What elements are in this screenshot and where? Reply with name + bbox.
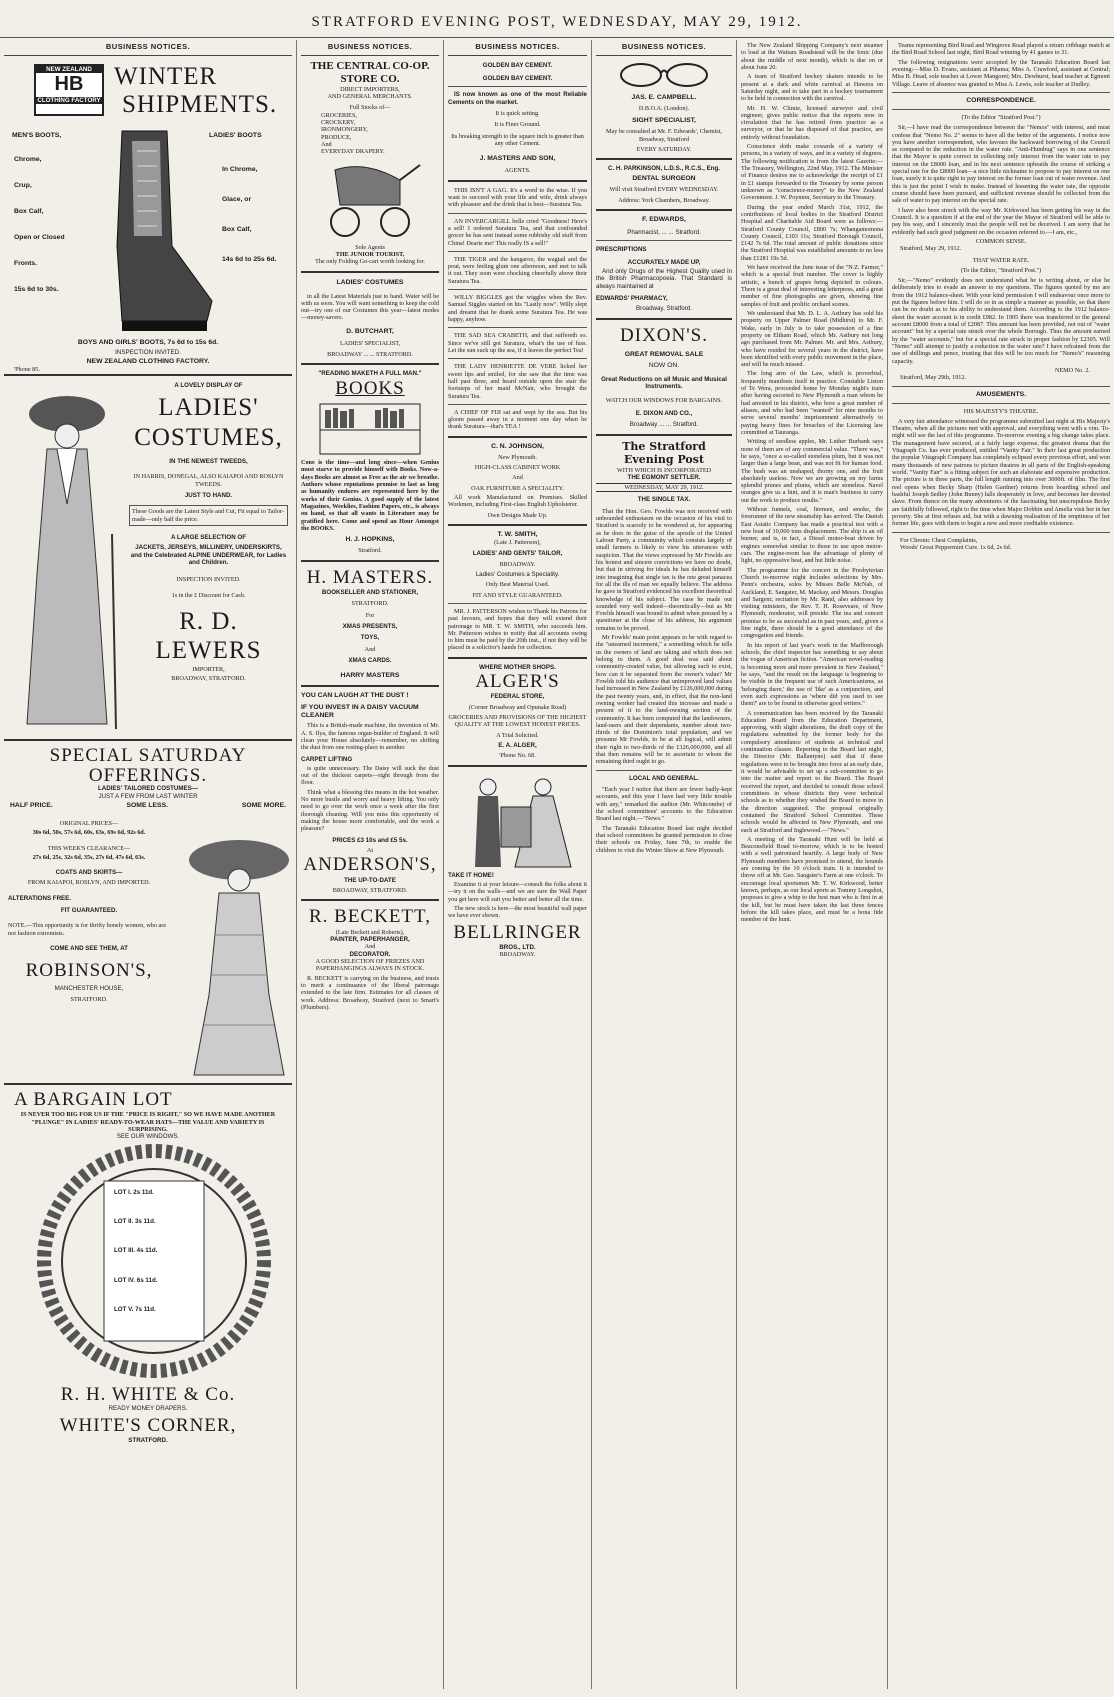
incorporated: WITH WHICH IS INCORPORATED xyxy=(616,466,712,474)
special-saturday: SPECIAL SATURDAY xyxy=(49,744,247,766)
mens-boots: MEN'S BOOTS, xyxy=(12,131,62,139)
c5-p4: Conscience doth make cowards of a variety of persons, in a variety of ways, and in a variety of degrees. The following notification is from the latest Gazette:—The Treasury, Wellington, 22nd May, 1912. The Minister of Finance desires me to acknowledge the receipt of £1 in £1 stamps forwarded to the Treasury by some person unknown as "conscience-money" to the New Zealand Government. J. W. Poynton, Secretary to the Treasury. xyxy=(741,143,883,202)
dixons: DIXON'S. xyxy=(620,324,708,346)
edwards-pharmacy: EDWARDS' PHARMACY, xyxy=(596,294,668,302)
column-1 xyxy=(0,40,296,1689)
half-price: HALF PRICE. xyxy=(10,801,53,809)
removal-sale: GREAT REMOVAL SALE xyxy=(624,351,704,358)
shipments-heading: SHIPMENTS. xyxy=(122,90,278,118)
local-p1: "Each year I notice that there are fewer badly-kept accounts, and this year I have had very little trouble with any," remarked the auditor (Mr. Whitcombe) of the school committees' accounts to the Education Board last night.—"News." xyxy=(596,786,732,823)
single-tax-p2: Mr Fowlds' main point appears to be with regard to the "unearned increment," a something which he tells us the owners of land are taking and which does not belong to them. A good deal was said about community-created value, but allowing such to exist, how can it be separated from the owner's value? Mr Fowlds told his audience that unimproved land values had increased in New Zealand by £126,000,000 during the past twenty years, and, in effect, that the non-land owning worker had created this increase and made a present of it to the land-owning section of the community. It has been computed that the landowners, land-users and their dependants, number about two-thirds of the Dominion's total population, and we presume Mr Fowlds, to be at all logical, will admit their right to two-thirds of the £126,000,000, and all that then remains will be to ascertain to whom the remaining third ought to go. xyxy=(596,634,732,766)
ladies-costumes-2: LADIES' COSTUMES xyxy=(336,278,404,286)
nz-clothing-logo: NEW ZEALAND HB CLOTHING FACTORY xyxy=(34,64,104,116)
c5-p7: We understand that Mr. D. L. A. Astbury has sold his property on Upper Palmer Road (Midhirst) to Mr. F. Wake, early in July is to take possession of a fine property on Eltham Road, which Mr. Astbury not long ago purchased from Mr. Palmer. Mr. and Mrs. Astbury, who have resided for several years in the district, have been identified with every public movement in the place, and will be much missed. xyxy=(741,309,883,369)
lot-5: LOT V. 7s 11d. xyxy=(114,1306,156,1314)
crab-text: THE SAD SEA CRABETH, and that suffereth so. Since we've still got Suratura, what's the use of fuss. Let the sun suck up the sea, if it leaves the perfect Tea! xyxy=(448,332,587,354)
coats-skirts: COATS AND SKIRTS— xyxy=(55,869,123,877)
h-masters: H. MASTERS. xyxy=(306,566,434,588)
golden-bay-2: GOLDEN BAY CEMENT. xyxy=(482,75,553,83)
patterson-text: MR. J. PATTERSON wishes to Thank his Patrons for past favours, and hopes that they will extend their patronage to MR. T. W. SMITH, who succeeds him. Mr. Patterson wishes to notify that all accounts owing to him must be paid by the 20th inst., if not they will be placed in a solicitor's hands for collection. xyxy=(448,607,587,652)
phone-85: 'Phone 85. xyxy=(14,365,40,373)
laugh-dust: YOU CAN LAUGH AT THE DUST ! xyxy=(301,692,409,700)
column-2 xyxy=(297,40,443,1689)
bargain-text: IS NEVER TOO BIG FOR US IF THE "PRICE IS RIGHT," SO WE HAVE MADE ANOTHER "PLUNGE" IN LADIES' READY-TO-WEAR HATS—THE VALUE AND VARIETY IS SURPRISING. xyxy=(20,1111,276,1133)
federal-store: FEDERAL STORE, xyxy=(490,693,545,701)
broadway-dixon: Broadway ... ... Stratford. xyxy=(629,421,699,429)
cone-text: Cone is the time—and long since—when Genius must starve to provide himself with Books. Now-a-days Books are almost as Free as the air we breathe. Authors whose reputations promise to last as long as humanity endures are represented here by the works of their Genius. A good supply of the latest Magazines, Weeklies, Fashion Papers, etc., is always on hand, so that all wants in Literature may be gratified here. Come and spend an Hour Amongst the BOOKS. xyxy=(301,459,439,532)
algers: ALGER'S xyxy=(475,671,560,693)
lots-list xyxy=(114,1189,204,1314)
xmas-cards: XMAS CARDS. xyxy=(348,656,392,664)
stratford-2: STRATFORD. xyxy=(128,1436,168,1444)
whites-corner: WHITE'S CORNER, xyxy=(59,1414,237,1436)
and-2: And xyxy=(364,943,376,951)
wallpaper-couple-illustration xyxy=(453,772,583,872)
from-kaiapoi: FROM KAIAPOI, ROSLYN, AND IMPORTED. xyxy=(27,879,151,887)
ladies-specialist: LADIES' SPECIALIST, xyxy=(339,339,401,347)
harry-masters: HARRY MASTERS xyxy=(340,672,400,680)
robinsons: ROBINSON'S, xyxy=(25,960,153,982)
prescriptions: PRESCRIPTIONS xyxy=(596,246,647,254)
sole-agents: Sole Agents xyxy=(355,243,385,251)
every-saturday: EVERY SATURDAY. xyxy=(636,145,692,153)
golden-bay-1: GOLDEN BAY CEMENT. xyxy=(482,61,553,69)
some-more: SOME MORE. xyxy=(241,801,286,809)
original-prices: 30s 6d, 50s, 57s 6d, 60s, 63s, 69s 6d, 92s 6d. xyxy=(32,829,146,837)
daisy-text: This is a British-made machine, the invention of Mr. A. S. Ilya, the famous organ-builder of England. It will clean your House absolutely—remember, no shifting the dust from one resting-place to another. xyxy=(301,722,439,752)
direct-importers: DIRECT IMPORTERS, xyxy=(340,85,400,93)
masthead: STRATFORD EVENING POST, WEDNESDAY, MAY 29, 1912. xyxy=(0,0,1114,38)
think-text: Think what a blessing this means in the hot weather. No more bustle and worry and heavy lifting. You only need to go over the work once a week after the first thorough cleaning. Will you miss this opportunity of making the house more comfortable, and the work a pleasure? xyxy=(301,788,439,833)
mens-boots-list: Chrome, Crup, Box Calf, Open or Closed Fronts. 15s 6d to 30s. xyxy=(14,155,65,293)
spectacles-icon xyxy=(609,62,719,88)
clearance-prices: 27s 6d, 25s, 32s 6d, 35s, 27s 6d, 47s 6d, 63s. xyxy=(32,853,146,861)
nemo-date: Stratford, May 29th, 1912. xyxy=(900,374,966,382)
books-title: BOOKS xyxy=(335,377,405,399)
decorator: DECORATOR. xyxy=(349,950,391,958)
inspection-invited-2: INSPECTION INVITED. xyxy=(176,576,241,584)
costumes-heading: COSTUMES, xyxy=(134,423,283,451)
go-cart-illustration xyxy=(315,160,425,240)
his-majestys: HIS MAJESTY'S THEATRE. xyxy=(963,407,1039,415)
inspection-invited: INSPECTION INVITED. xyxy=(115,348,181,356)
prices-daisy: PRICES £3 10s and £5 5s. xyxy=(332,836,408,844)
c5-p9: Writing of seedless apples, Mr. Luther Burbank says none of them are of any commercial value. "There was," he says, "once a so-called stoneless plum, but it was not larger than a large bean, and was not fit for human food. The bush was an unshaped, thorny one, and the fruit absolutely useless. Now we are growing on my farms splendid prunes and plums, which are stoneless. Navel oranges give us a hint, and it is man's business to carry out the work to produce results." xyxy=(741,438,883,504)
quick-setting: It is quick setting. xyxy=(495,110,540,118)
boot-illustration xyxy=(82,126,222,336)
offerings: OFFERINGS. xyxy=(88,765,208,787)
daisy-vacuum: IF YOU INVEST IN A DAISY VACUUM CLEANER xyxy=(301,704,419,720)
carpet-lifting: CARPET LIFTING xyxy=(301,755,353,763)
trial-solicited: A Trial Solicited. xyxy=(496,731,539,739)
to-editor-2: (To the Editor, "Stratford Post.") xyxy=(960,266,1042,274)
broadway-edwards: Broadway, Stratford. xyxy=(636,305,692,313)
central-coop: THE CENTRAL CO-OP. STORE CO. xyxy=(310,59,430,85)
local-p2: The Taranaki Education Board last night decided that school committees be granted permission to close their schools on Friday, June 7th, to enable the children to visit the Winter Show at New Plymouth. xyxy=(596,824,732,854)
c5-p12: In his report of last year's work in the Marlborough schools, the chief inspector has something to say about the vogue of American fiction. "American novel-reading is becoming more and more prevalent in New Zealand," he says, "and the result on the language is beginning to be visible in the frequent use of such Americanisms, as 'belonging there,' the use of 'like' as a conjunction, and even such expressions as 'where did you used to see them?' are to be found in otherwise good writers." xyxy=(741,641,883,708)
butchart: D. BUTCHART, xyxy=(346,327,394,335)
tw-smith: T. W. SMITH, xyxy=(497,531,538,538)
stocks-list: GROCERIES, CROCKERY, IRONMONGERY, PRODUCE, And EVERYDAY DRAPERY. xyxy=(321,111,385,156)
broadway-2: BROADWAY ... ... STRATFORD. xyxy=(327,351,413,359)
broadway-anderson: BROADWAY, STRATFORD. xyxy=(332,886,408,894)
lady-hat-illustration xyxy=(184,835,294,1080)
stratford-evening-post: The Stratford Evening Post xyxy=(622,439,706,466)
late-patterson: (Late J. Patterson), xyxy=(494,539,541,547)
boys-boots-line: BOYS AND GIRLS' BOOTS, 7s 6d to 15s 6d. xyxy=(77,338,219,346)
j-masters: J. MASTERS AND SON, xyxy=(479,155,556,163)
manchester-house: MANCHESTER HOUSE, xyxy=(54,984,124,992)
and-1: And xyxy=(364,645,376,653)
lot-3: LOT III. 4s 11d. xyxy=(114,1247,158,1255)
bellringer: BELLRINGER xyxy=(453,921,582,943)
c5-p8: The long arm of the Law, which is proverbial, frequently manifests itself in practice. Constable Liston of Te Wera, proceeded home by Monday night's train after having escorted to New Plymouth a man whom he had arrested in his district, who bore a great number of aliases, and who had been "wanted" for nine months to serve several months' imprisonment alternatively to paying heavy fines for breaches of the Licensing law committed at Tauranga. xyxy=(741,370,883,436)
c5-p3: Mr. H. W. Climie, licensed surveyor and civil engineer, gives public notice that the reports now in circulation that he has retired from practice as a surveyor, or that he has disposed of that practice, are entirely without foundation. xyxy=(741,104,883,141)
sight-specialist: SIGHT SPECIALIST, xyxy=(632,117,696,125)
c5-p13: A communication has been received by the Taranaki Education Board from the Education Department, approving, with slight alterations, the draft copy of the regulations submitted by the former body for the compulsory attendance of students at technical and continuation classes. Reporting to the Board last night, the Director (Mr. Ballantyne) said that if these regulations were to be brought into force at an early date, it would be advisable to set up a sub-committee to go into the matter and report to the Board. The Board received the report, and decided to consult those school committees in whose districts they were technical schools as to whether they wished the Board to move in the direction suggested. The proposal originally contained the Stratford School Committee. These schools would be affected in New Plymouth, and one each at Stratford and Inglewood.—"News." xyxy=(741,709,883,834)
campbell: JAS. E. CAMPBELL. xyxy=(631,93,697,101)
broadway-3: BROADWAY. xyxy=(499,560,536,568)
finer-ground: It is Finer Ground. xyxy=(494,121,541,129)
pharmacist: Pharmacist, ... ... Stratford. xyxy=(627,229,701,237)
editorial-date: WEDNESDAY, MAY 29, 1912. xyxy=(596,483,732,492)
general-merchants: AND GENERAL MERCHANTS. xyxy=(327,93,413,101)
beckett-text: R. BECKETT is carrying on the business, and trusts to merit a continuance of the liberal patronage extended to the late firm. Estimates for all classes of work. Address: Broadway, Stratford (next to Smart's (Plumbers). xyxy=(301,974,439,1011)
take-it-home: TAKE IT HOME! xyxy=(448,871,494,879)
clearance-label: THIS WEEK'S CLEARANCE— xyxy=(47,844,131,852)
original-prices-label: ORIGINAL PRICES— xyxy=(59,819,119,827)
c5-p11: The programme for the concert in the Presbyterian Church to-morrow night includes selections by Mrs. Penn's orchestra, solos by Misses Belle McNab, of Auckland, E. Sangster, M. Mackay, and Messrs. Douglas and Sargent; recitation by Mr. Rand, also addresses by visiting ministers, the Rev. T. H. Roseveare, of New Plymouth, moderator, will preside. The tea and concert promise to be as successful as in past years, and, given a fine night, there should be a good attendance of the congregation and friends. xyxy=(741,566,883,640)
c6-p1: Teams representing Bird Road and Wingrove Road played a return cribbage match at the Bird Road School last night, Bird Road winning by 41 games to 31. xyxy=(892,42,1110,57)
willy-text: WILLY BIGGLES got the wiggles when the Rev. Samuel Siggles started on his "Lastly now". Willy slept and dreamt that he drank some Suratura Tea. He was happy, anyhow. xyxy=(448,294,587,324)
lewers-heading: R. D. LEWERS xyxy=(155,607,262,665)
dboa: D.B.O.A. (London). xyxy=(638,104,690,112)
c5-p5: During the year ended March 31st, 1912, the contributions of local bodies to the Stratford District Hospital and Charitable Aid Board were as follows:—Stratford County Council, £800 7s; Whangamomona County Council, £103 11s; Stratford Borough Council, £142 7s 6d. The total amount of public donations since the Stratford Hospital was established amounts to no less than £1281 19s 5d. xyxy=(741,203,883,262)
cement-known: IS now known as one of the most Reliable Cements on the market. xyxy=(448,91,587,106)
ladies-boots-list: In Chrome, Glace, or Box Calf, 14s 6d to 25s 6d. xyxy=(222,165,277,263)
ladies-heading: LADIES' xyxy=(158,394,259,422)
discount-cash: 1s in the £ Discount for Cash. xyxy=(171,591,246,599)
all-work: All work Manufactured on Premises. Skilled Workmen, including First-class English Upholsterer. xyxy=(448,494,587,509)
for: For xyxy=(365,611,375,619)
tailor: LADIES' AND GENTS' TAILOR, xyxy=(472,550,563,558)
bros-ltd: BROS., LTD. xyxy=(499,943,536,951)
ready-money-drapers: READY MONEY DRAPERS. xyxy=(108,1404,188,1412)
xmas-presents: XMAS PRESENTS, xyxy=(342,622,398,630)
jackets-list: JACKETS, JERSEYS, MILLINERY, UNDERSKIRTS, and the Celebrated ALPINE UNDERWEAR, for Ladies and Children. xyxy=(130,544,287,566)
nz-clothing-factory: NEW ZEALAND CLOTHING FACTORY. xyxy=(86,357,210,365)
at: At xyxy=(366,846,374,854)
goods-latest: These Goods are the Latest Style and Cut, Fit equal to Tailor-made—only half the price. xyxy=(129,505,288,526)
hopkins: H. J. HOPKINS, xyxy=(345,536,395,544)
reading-maketh: "READING MAKETH A FULL MAN." xyxy=(318,370,422,378)
parkinson: C. H. PARKINSON, L.D.S., R.C.S., Eng. xyxy=(608,165,720,173)
correspondence: CORRESPONDENCE. xyxy=(966,96,1036,104)
harris-tweeds: IN HARRIS, DONEGAL, ALSO KAIAPOI AND ROSLYN TWEEDS. xyxy=(133,473,284,488)
amusements: AMUSEMENTS. xyxy=(975,390,1027,398)
examine-text: Examine it at your leisure—consult the folks about it—try it on the walls—and we are sure the Wall Paper you get here will suit you better and better all the time. xyxy=(448,880,587,903)
toys: TOYS, xyxy=(360,634,380,642)
new-plymouth: New Plymouth. xyxy=(498,453,537,461)
lovely-display: A LOVELY DISPLAY OF xyxy=(174,381,243,389)
chief-text: A CHIEF OF FIJI sat and wept by the sea. But his gloom passed away in a moment one day when he drank Suratura—that's TEA ! xyxy=(448,408,587,431)
c5-p10: Without funnels, coal, firemen, and smoke, the forerunner of the new steamship has arrived. The Danish East Asiatic Company has made a practical test with a new boat of 10,000 tons displacement. The ship is an oil burner, and is, in fact, a Diesel motor-boat driven by engines somewhat similar to those in use upon motor-cars. The engine-room has the advantage of plenty of light, no oppressive heat, and but little noise. xyxy=(741,506,883,565)
lot-2: LOT II. 3s 11d. xyxy=(114,1218,156,1226)
bookshelf-illustration xyxy=(315,402,425,457)
breaking-strength: Its breaking strength to the square inch is greater than any other Cement. xyxy=(451,132,584,148)
cs-date: Stratford, May 29, 1912. xyxy=(900,245,962,253)
bargain-lot: A BARGAIN LOT xyxy=(14,1088,173,1110)
lady-costume-illustration xyxy=(12,384,122,734)
corr-1: Sir,—I have read the correspondence between the "Nemos" with interest, and must confess that "Nemo No. 2" seems to have all the better of the arguments. I notice now you have another correspondent, who favours the backward borrowing of the Council as compared to the reduction in the water rate. "Anti-Humbug" says in one sentence that the Mayor is quite correct in collecting only interest from the water rate to pay interest on the £8000 loan, and in his next sentence upbraids the course of striking a special rate for the £8000 loan—a nice little nickname to propose to pay interest on one loan, surely it is quite right to pay interest on the former loan out of water revenue. And this is just the point I wish to make. Instead of lessening the water rate, the opposite course should have been pursued, and sufficient revenue should be collected from the sale of water to pay interest on the special rate. xyxy=(892,124,1110,205)
carpet-text: is quite unnecessary. The Daisy will suck the dust out of the thickest carpets—right through from the floor. xyxy=(301,764,439,787)
r-beckett: R. BECKETT, xyxy=(308,906,431,928)
late-beckett: (Late Beckett and Roberts), xyxy=(335,928,405,936)
folding-go-cart: The only Folding Go-cart worth looking for. xyxy=(315,258,425,266)
where-mother-shops: WHERE MOTHER SHOPS. xyxy=(479,663,556,671)
agents: AGENTS. xyxy=(504,167,531,175)
groceries-provisions: GROCERIES AND PROVISIONS OF THE HIGHEST QUALITY AT THE LOWEST HONEST PRICES. xyxy=(448,714,587,729)
and-3: And xyxy=(512,474,523,482)
water-1: Sir,—"Nemo" evidently does not understand what he is writing about, or else he deliberately tries to evade an answer to my questions. The figures quoted by me are from the 1912 balance-sheet. With your kind permission I will endeavour once more to put the figures before him. I will do so in as simple a manner as possible, so that there can be no doubt as to his ability to understand them. According to the 1912 balance-sheet the water account is in credit £982. In 1905 there was transferred to the general account £8000 from a total of £2087. This amount has been provided, not out of "water account" but by a special rate struck over the whole Borough. Thus the amount earned by the "water accounts," but for a special rate struck in proper fashion by £2305. Will "Nemo" still attempt to justify a reduction in the water rate? I have refrained from the use of shillings and pence, trusting that this will be too much for "Nemo's" reasoning capacity. xyxy=(892,277,1110,365)
stratford-masters: STRATFORD. xyxy=(351,600,389,608)
tiger-text: THE TIGER and the kangaroo, the wagtail and the pout, were feeling glum one afternoon, and met to talk it out. They soon were chocking cheerfully above their Suratura Tea. xyxy=(448,255,587,285)
own-designs: Own Designs Made Up. xyxy=(487,511,548,519)
consulted: May be consulted at Mr. F. Edwards', Chemist, Broadway, Stratford xyxy=(606,128,722,143)
stratford-hopkins: Stratford. xyxy=(358,547,382,555)
dental-surgeon: DENTAL SURGEON xyxy=(632,175,696,183)
accurately: ACCURATELY MADE UP, xyxy=(627,258,701,266)
e-dixon: E. DIXON AND CO., xyxy=(635,409,693,417)
costumes-speciality: Ladies' Costumes a Speciality. xyxy=(475,570,560,578)
c5-p14: A meeting of the Taranaki Hunt will be held at Beaconsfield Road to-morrow, which is to be hosted with a well patronised heartily. A large body of New Plymouth members have promised to attend, the hounds are coming by the 10 o'clock train. It is intended to throw off at Mr. Geo. Sangster's Farm at one o'clock. To encourage local sportsmen Mr. T. W. Kirkwood, better known, perhaps, as our local sports as Tommy Longshot, proposes to give a whip to the best man who is first in at the kill, but he must have taken the last three fences before the kill takes place, and must be a bona fide member of the hunt. xyxy=(741,835,883,924)
nemo-2: NEMO No. 2. xyxy=(1054,366,1090,374)
c5-p2: A team of Stratford hockey skaters intends to be present at a dark and white carnival at Hawera on Saturday night, and to take part in a hockey tournament to be held in connection with the carnival. xyxy=(741,73,883,103)
see-windows: SEE OUR WINDOWS. xyxy=(116,1133,180,1141)
c5-p1: The New Zealand Shipping Company's next steamer to load at the Waitara Roadstead will be the Ionic (due about the middle of next month), which is due on or about June 20. xyxy=(741,42,883,71)
price-line xyxy=(4,800,292,812)
york-chambers: Address: York Chambers, Broadway. xyxy=(618,196,710,204)
to-editor-1: (To the Editor "Stratford Post.") xyxy=(961,113,1041,121)
gag-text: THIS ISN'T A GAG. It's a word to the wise. If you want to succeed with your life and wife, drink always with pleasure and the drink that is best—Suratura Tea. xyxy=(448,186,587,209)
alterations-free: ALTERATIONS FREE. xyxy=(8,894,72,902)
column-6 xyxy=(888,40,1114,1689)
stratford-1: STRATFORD. xyxy=(70,996,108,1004)
up-to-date: THE UP-TO-DATE xyxy=(344,876,396,884)
egmont-settler: THE EGMONT SETTLER. xyxy=(627,473,701,481)
broadway-bellringer: BROADWAY. xyxy=(499,951,536,959)
now-on: NOW ON. xyxy=(648,362,680,370)
some-less: SOME LESS. xyxy=(126,801,169,809)
column-3 xyxy=(444,40,591,1689)
painter: PAINTER, PAPERHANGER, xyxy=(330,936,410,944)
visit-stratford: Will visit Stratford EVERY WEDNESDAY. xyxy=(609,186,719,194)
friezes: A GOOD SELECTION OF FRIEZES AND PAPERHANGINGS ALWAYS IN STOCK. xyxy=(315,957,425,973)
lot-1: LOT I. 2s 11d. xyxy=(114,1188,154,1196)
f-edwards: F. EDWARDS, xyxy=(642,216,686,224)
woods-peppermint: Woods' Great Peppermint Cure. 1s 6d, 2s 6d. xyxy=(900,543,1012,551)
local-general: LOCAL AND GENERAL. xyxy=(629,774,699,782)
c5-p6: We have received the June issue of the "N.Z. Farmer," which is a special fruit number. The cover is highly artistic, a bunch of grapes being depicted in colours. There is a great deal of interesting letterpress, and a great number of fine photographs are given, showing fine samples of fruit and prolific orchard scenes. xyxy=(741,264,883,308)
drugs-text: And only Drugs of the Highest Quality used in the British Pharmacopoeia. That Standard is always maintained at xyxy=(596,268,732,290)
ladies-boots: LADIES' BOOTS xyxy=(209,131,262,139)
watch-windows: WATCH OUR WINDOWS FOR BARGAINS. xyxy=(605,396,723,404)
ladies-costumes-text: in all the Latest Materials just to hand. Water will be with us soon. You will want something to keep the cold out—try one of our Costumes this year—latest modes—money-savers. xyxy=(301,292,439,322)
tailored-costumes: LADIES' TAILORED COSTUMES— xyxy=(97,785,198,793)
ea-alger: E. A. ALGER, xyxy=(498,742,537,750)
fit-guaranteed: FIT GUARANTEED. xyxy=(60,907,118,915)
broadway-stratford: BROADWAY, STRATFORD. xyxy=(171,675,246,683)
c6-p2: The following resignations were accepted by the Taranaki Education Board last evening:—Miss D. Evans, assistant at Pihama; Miss A. Crawford, assistant at Central; Miss B. Head, sole teacher at Lower Mangorei; Mrs. Dewhurst, head teacher at Egmont Village. Leave of absence was granted to Miss A. Lewis, sole teacher at Dudley. xyxy=(892,58,1110,88)
lot-4: LOT IV. 6s 11d. xyxy=(114,1276,158,1284)
note-thrifty: NOTE.—This opportunity is for thrifty honely women, who are not fashion extremists. xyxy=(8,922,167,937)
great-reductions: Great Reductions on all Music and Musical Instruments. xyxy=(601,376,727,391)
single-tax: THE SINGLE TAX. xyxy=(637,496,691,504)
junior-tourist: THE JUNIOR TOURIST, xyxy=(335,250,405,258)
corner-broadway: (Corner Broadway and Opunake Road) xyxy=(468,703,567,711)
best-material: Only Best Material Used. xyxy=(485,581,550,589)
column-5 xyxy=(737,40,887,1689)
cabinet-work: HIGH-CLASS CABINET WORK xyxy=(474,464,561,472)
common-sense: COMMON SENSE. xyxy=(975,237,1027,245)
newest-tweeds: IN THE NEWEST TWEEDS, xyxy=(169,458,248,466)
new-stock: The new stock is here—the most beautiful wall paper we have ever shown. xyxy=(448,904,587,920)
importer: IMPORTER, xyxy=(192,665,225,673)
phone-68: 'Phone No. 68. xyxy=(499,752,536,760)
cn-johnson: C. N. JOHNSON, xyxy=(491,442,544,450)
andersons: ANDERSON'S, xyxy=(303,854,437,876)
business-notices-header: BUSINESS NOTICES. xyxy=(4,40,292,56)
just-to-hand: JUST TO HAND. xyxy=(184,492,233,500)
chronic-chest: For Chronic Chest Complaints, xyxy=(900,536,978,544)
water-rate: THAT WATER RATE. xyxy=(972,256,1030,264)
lady-text: THE LADY HENRIETTE DE VERE licked her sweet lips and smiled, for she saw that the time was half past three, and heard outside upon the stair the footsteps of her maid McNair, who brought the Suratura Tea. xyxy=(448,363,587,400)
full-stocks: Full Stocks of— xyxy=(349,104,391,112)
large-selection: A LARGE SELECTION OF xyxy=(170,534,247,542)
oak-furniture: OAK FURNITURE A SPECIALITY. xyxy=(471,484,564,492)
business-notices-header-3: BUSINESS NOTICES. xyxy=(448,40,587,56)
amuse-1: A very fair attendance witnessed the programme submitted last night at His Majesty's Theatre, when all the pictures met with approval, and everything went with a vim. To-night will see the last of this programme. To-morrow evening a big change takes place. The management have secured, at a fairly large expense, the greatest drama that the Vitagraph Co. has ever produced, entitled "Vanity Fair." In their last great production the popular Vitagraph Company has completely eclipsed every previous effort, and won many thousands of new patrons to picture theatres in all parts of the English-speaking world. "Vanity Fair" is a fitting subject for such an elaborate and expensive production. The picture is in three parts, the full length running into over 3000ft. of film. The first reel opens when Becky Sharp (Helen Gardner) returns from boarding school and bashful Joseph Sedley (John Bunny) falls desperately in love, and becomes her devoted slave. From thence on the many adventures of the fascinating but unscrupulous Becky are faithfully followed, right to the time when Major Dobbin and Amelia visit her in her poverty. She at first refuses aid, but with a dawning realisation of the emptiness of her former life, goes with them to begin a new and more creditable existence. xyxy=(892,417,1110,528)
single-tax-p1: That the Hon. Geo. Fowlds was not received with unbounded enthusiasm on the occasion of his visit to Stratford is scarcely to be wondered at, for appearing as he does in the guise of the apostle of the United Labour Party, a community which consists largely of small farmers is likely to view his utterances with suspicion. That the views expressed by Mr Fowlds are his honest and sincere convictions we have no doubt, but that in striving for ideals he has deluded himself into imagining that single tax is the one great panacea for all the ills of man we equally believe. The address he gave in Stratford evidenced his excellent theoretical knowledge of his subject. The case he made out sounded very well indeed—theoretically—but as Mr Fowlds himself was bound to admit when pressed by a questioner at the close of his address, his argument remains to be proved. xyxy=(596,507,732,632)
fit-style: FIT AND STYLE GUARANTEED. xyxy=(472,591,563,599)
business-notices-header-2: BUSINESS NOTICES. xyxy=(301,40,439,56)
business-notices-header-4: BUSINESS NOTICES. xyxy=(596,40,732,56)
come-and-see: COME AND SEE THEM, AT xyxy=(50,945,128,953)
corr-2: I have also been struck with the way Mr. Kirkwood has been getting his way in the Council. It is a question if at the end of the year the Mayor of Stratford will be able to pay his way, and I sincerely trust the people will not be deceived. I am sorry that he evidently had such good judgment on the occasion referred to.—I am, etc., xyxy=(892,206,1110,236)
winter-heading: WINTER xyxy=(114,62,218,90)
rh-white: R. H. WHITE & Co. xyxy=(60,1383,236,1405)
bookseller: BOOKSELLER AND STATIONER, xyxy=(321,589,419,597)
column-4 xyxy=(592,40,736,1689)
just-a-few: JUST A FEW FROM LAST WINTER xyxy=(98,792,198,800)
invercargill-text: AN INVERCARGILL belle cried "Goodness! Here's a sell! I ordered Suratura Tea, and that confounded grocer he has sent instead some rubbishy old stuff from China! Dearie me! This really IS a sell!" xyxy=(448,217,587,247)
